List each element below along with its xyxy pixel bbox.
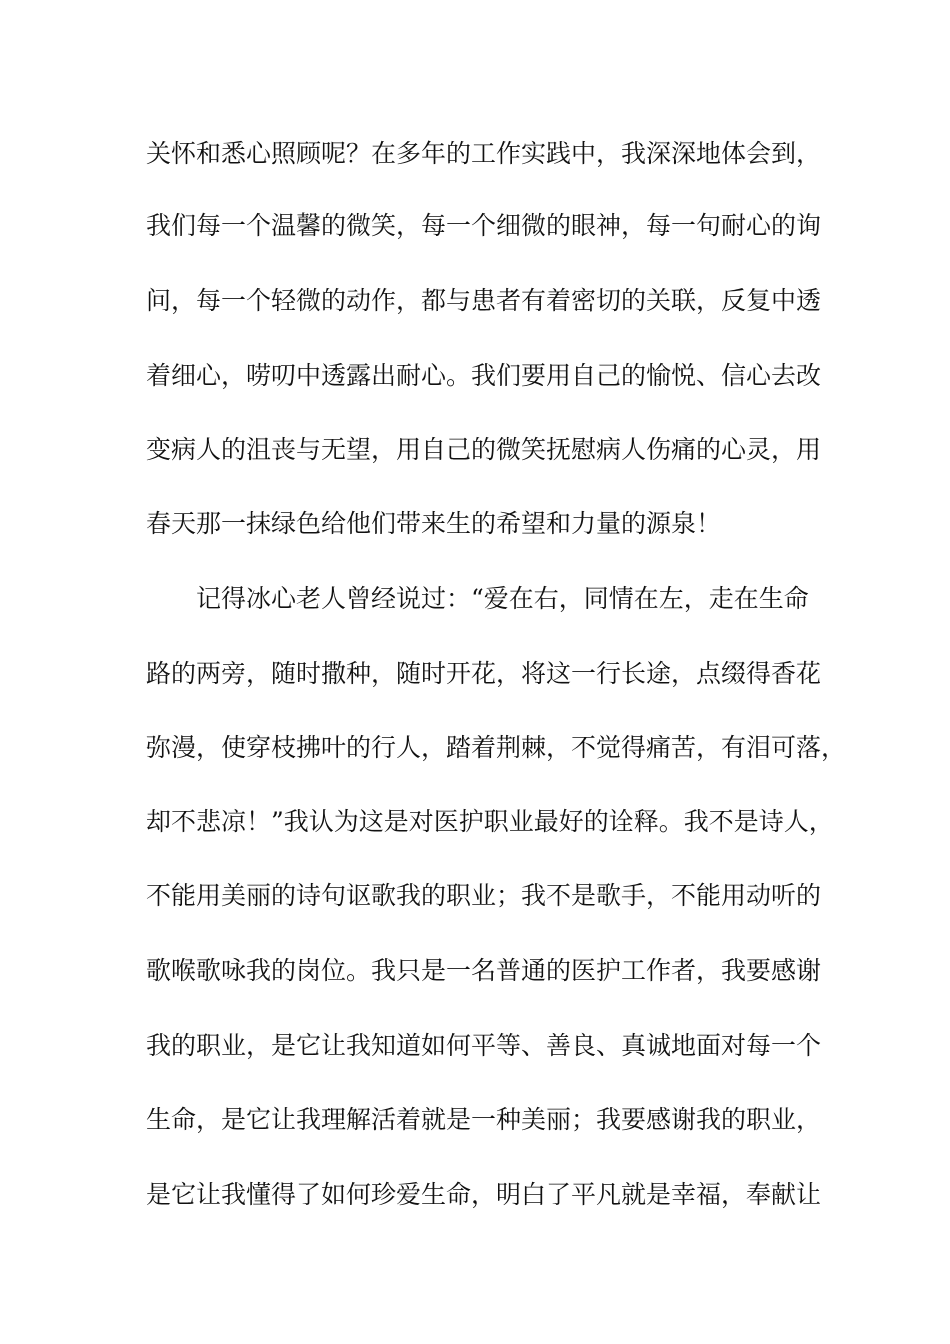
text-line: 关怀和悉心照顾呢？在多年的工作实践中，我深深地体会到，: [146, 139, 822, 168]
text-line: 变病人的沮丧与无望，用自己的微笑抚慰病人伤痛的心灵，用: [146, 435, 822, 464]
text-line: 生命，是它让我理解活着就是一种美丽；我要感谢我的职业，: [146, 1105, 822, 1134]
text-line: 着细心，唠叨中透露出耐心。我们要用自己的愉悦、信心去改: [146, 361, 822, 390]
text-line: 路的两旁，随时撒种，随时开花，将这一行长途，点缀得香花: [146, 659, 822, 688]
text-line: 我们每一个温馨的微笑，每一个细微的眼神，每一句耐心的询: [146, 211, 822, 240]
paragraph-first-line: 记得冰心老人曾经说过：“爱在右，同情在左，走在生命: [196, 584, 809, 613]
text-line: 弥漫，使穿枝拂叶的行人，踏着荆棘，不觉得痛苦，有泪可落，: [146, 733, 847, 762]
text-line: 我的职业，是它让我知道如何平等、善良、真诚地面对每一个: [146, 1031, 822, 1060]
text-line: 歌喉歌咏我的岗位。我只是一名普通的医护工作者，我要感谢: [146, 956, 822, 985]
text-line: 问，每一个轻微的动作，都与患者有着密切的关联，反复中透: [146, 286, 822, 315]
text-line: 春天那一抹绿色给他们带来生的希望和力量的源泉！: [146, 509, 722, 538]
text-line: 是它让我懂得了如何珍爱生命，明白了平凡就是幸福，奉献让: [146, 1180, 822, 1209]
text-line: 不能用美丽的诗句讴歌我的职业；我不是歌手，不能用动听的: [146, 881, 822, 910]
text-line: 却不悲凉！”我认为这是对医护职业最好的诠释。我不是诗人，: [146, 807, 834, 836]
